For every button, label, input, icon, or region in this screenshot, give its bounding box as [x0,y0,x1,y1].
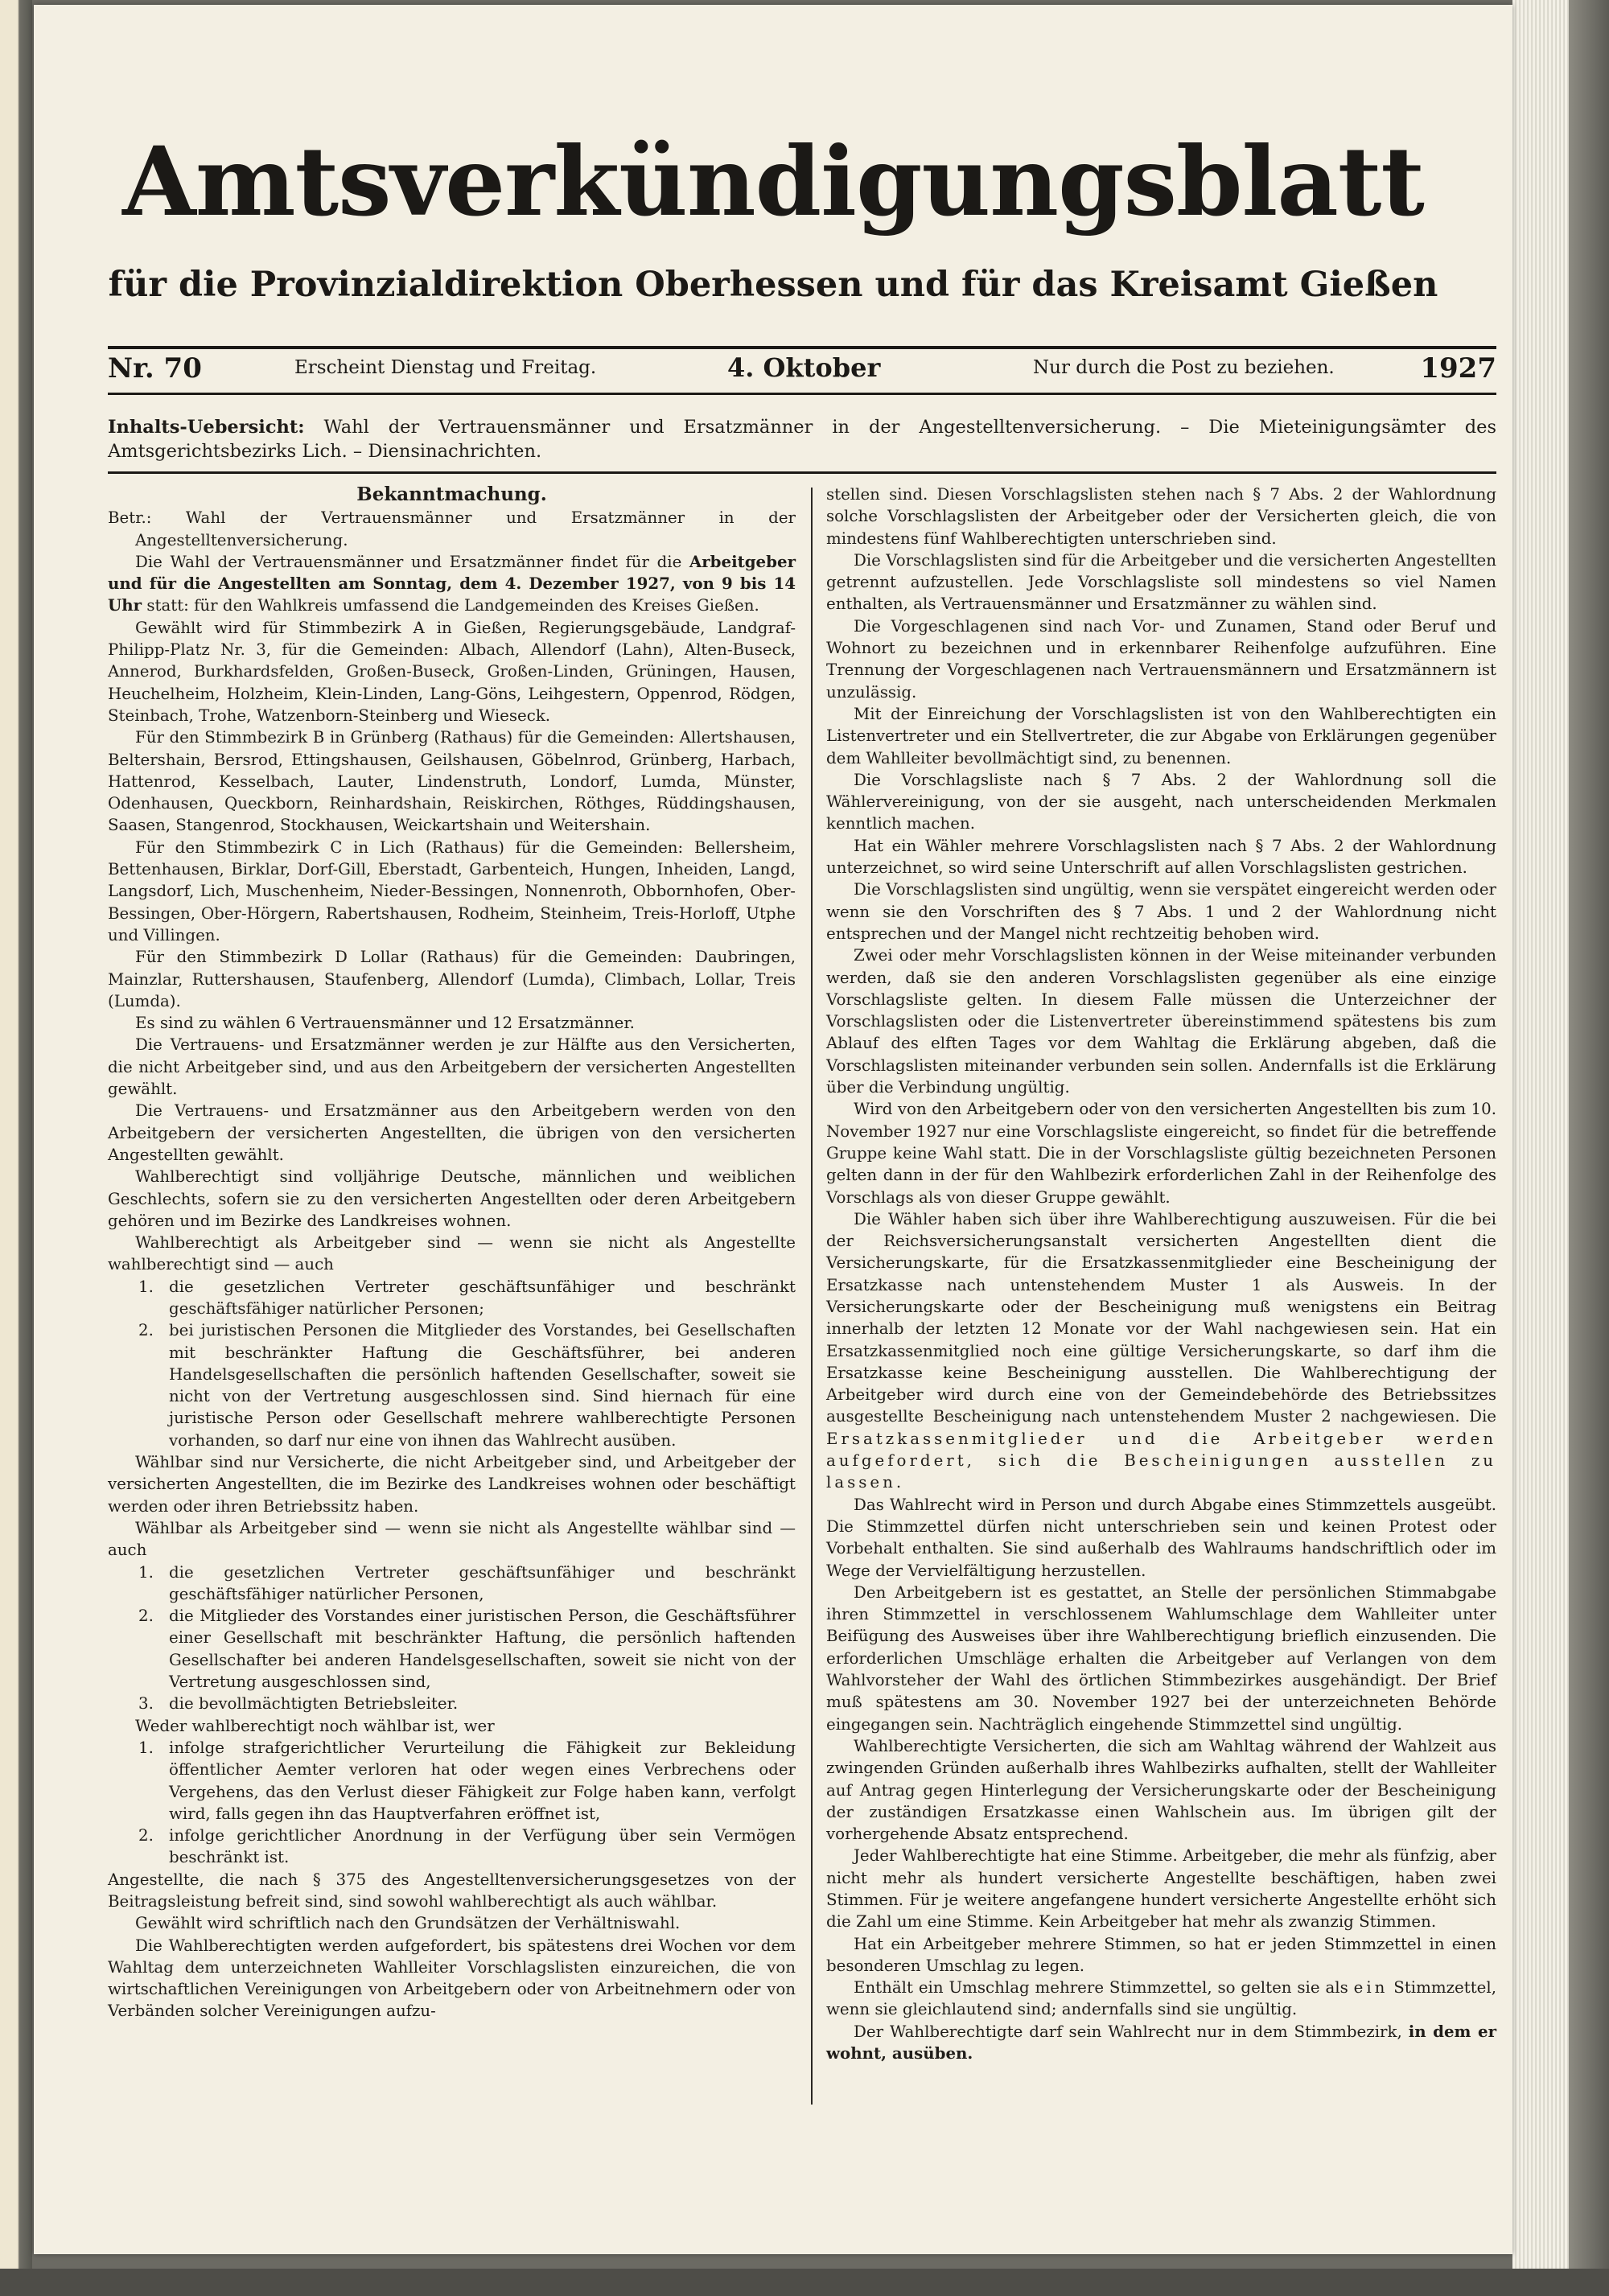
paragraph-district-d: Für den Stimmbezirk D Lollar (Rathaus) für die Gemeinden: Daubringen, Mainzlar, Ruttershausen, Staufenberg, Allendorf (Lumda), Climbach, Lollar, Treis (Lumda). [108,948,796,1010]
publication-days: Erscheint Dienstag und Freitag. [294,357,597,378]
paragraph-envelope: Hat ein Arbeitgeber mehrere Stimmen, so hat er jeden Stimmzettel in einen besonderen Umschlag zu legen. [826,1934,1496,1975]
masthead-rule-bottom [108,393,1496,395]
notice-subject: Betr.: Wahl der Vertrauensmänner und Ersatzmänner in der Angestelltenversicherung. [108,508,796,549]
masthead-title: Amtsverkündigungsblatt [122,125,1424,237]
scanner-bed [0,2269,1609,2296]
list-item: 3. die bevollmächtigten Betriebsleiter. [138,1694,459,1714]
employer-voters-list [108,1276,796,1451]
paragraph-principles: Gewählt wird schriftlich nach den Grundsätzen der Verhältniswahl. [135,1914,681,1933]
neither-list [108,1737,796,1869]
list-item: 1. infolge strafgerichtlicher Verurteilung die Fähigkeit zur Bekleidung öffentlicher Aemter verloren hat oder wegen eines Verbrechens oder Vergehens, das den Verlust dieser Fähigkeit zur Folge haben kann, verfolgt wird, falls gegen ihn das Hauptverfahren eröffnet ist, [138,1738,796,1823]
paragraph-in-person: Das Wahlrecht wird in Person und durch Abgabe eines Stimmzettels ausgeübt. Die Stimmzettel dürfen nicht unterschrieben sein und keinen Protest oder Vorbehalt enthalten. Sie sind außerhalb des Wahlraums handschriftlich oder im Wege der Vervielfältigung herzustellen. [826,1495,1496,1580]
employer-electable-list [108,1562,796,1715]
column-divider [811,488,813,2105]
paragraph-lists-separate: Die Vorschlagslisten sind für die Arbeitgeber und die versicherten Angestellten getrennt aufzustellen. Jede Vorschlagsliste soll mindestens so viel Namen enthalten, als Vertrauensmänner und Ersatzmänner zu wählen sind. [826,550,1496,614]
paragraph-representative: Mit der Einreichung der Vorschlagslisten ist von den Wahlberechtigten ein Listenvertreter und ein Stellvertreter, die zur Abgabe von Erklärungen gegenüber dem Wahlleiter bevollmächtigt sind, zu benennen. [826,704,1496,767]
paragraph-absent: Wahlberechtigte Versicherten, die sich am Wahltag während der Wahlzeit aus zwingenden Gründen außerhalb ihres Wahlbezirks aufhalten, stellt der Wahlleiter auf Antrag gegen Hinterlegung der Versicherungskarte oder der Bescheinigung der zuständigen Ersatzkasse einen Wahlschein aus. Im übrigen gilt der vorhergehende Absatz entsprechend. [826,1736,1496,1844]
paragraph-combined: Zwei oder mehr Vorschlagslisten können in der Weise miteinander verbunden werden, daß sie den anderen Vorschlagslisten gegenüber als eine einzige Vorschlagsliste gelten. In diesem Falle müssen die Unterzeichner der Vorschlagslisten oder die Listenvertreter übereinstimmend spätestens bis zum Ablauf des elften Tages vor dem Wahltag die Erklärung abgeben, daß die Vorschlagslisten miteinander verbunden sein sollen. Andernfalls ist die Erklärung über die Verbindung ungültig. [826,946,1496,1097]
newspaper-page [34,5,1512,2254]
list-item: 2. die Mitglieder des Vorstandes einer juristischen Person, die Geschäftsführer einer Gesellschaft mit beschränkter Haftung, die persönlich haftenden Gesellschafter bei anderen Handelsgesellschaften, soweit sie nicht von der Vertretung ausgeschlossen sind, [138,1607,796,1692]
column-left [108,483,796,2022]
page-stack-edge [1512,0,1609,2296]
paragraph-district-c: Für den Stimmbezirk C in Lich (Rathaus) für die Gemeinden: Bellersheim, Bettenhausen, Birklar, Dorf-Gill, Eberstadt, Garbenteich, Hungen, Inheiden, Langd, Langsdorf, Lich, Muschenheim, Nieder-Bessingen, Nonnenroth, Obbornhofen, Ober-Bessingen, Ober-Hörgern, Rabertshausen, Rodheim, Steinheim, Treis-Horloff, Utphe und Villingen. [108,837,796,944]
notice-heading: Bekanntmachung. [356,483,547,505]
contents-rule [108,471,1496,474]
paragraph-employer-electable: Wählbar als Arbeitgeber sind — wenn sie nicht als Angestellte wählbar sind — auch [108,1518,796,1560]
identification-spaced: Ersatzkassenmitglieder und die Arbeitgeber werden aufgefordert, sich die Bescheinigungen ausstellen zu lassen. [826,1429,1496,1492]
table-of-contents [108,415,1496,463]
issue-number: Nr. 70 [108,352,202,385]
paragraph-elected-by: Die Vertrauens- und Ersatzmänner aus den Arbeitgebern werden von den Arbeitgebern der versicherten Angestellten, die übrigen von den versicherten Angestellten gewählt. [108,1101,796,1164]
postal-note: Nur durch die Post zu beziehen. [1033,357,1335,378]
column-right [826,483,1496,2064]
paragraph-electable: Wählbar sind nur Versicherte, die nicht Arbeitgeber sind, und Arbeitgeber der versicherten Angestellten, die im Bezirke des Landkreises wohnen oder beschäftigt werden oder ihren Betriebssitz haben. [108,1453,796,1516]
issue-date: 4. Oktober [727,352,881,383]
paragraph-identification [826,1208,1496,1494]
intro-lead: Die Wahl der Vertrauensmänner und Ersatzmänner findet für die [135,552,682,571]
list-item: 1. die gesetzlichen Vertreter geschäftsunfähiger und beschränkt geschäftsfähiger natürlicher Personen, [138,1562,796,1603]
list-item: 2. infolge gerichtlicher Anordnung in der Verfügung über sein Vermögen beschränkt ist. [138,1826,796,1867]
paragraph-neither: Weder wahlberechtigt noch wählbar ist, wer [135,1716,495,1735]
paragraph-half: Die Vertrauens- und Ersatzmänner werden je zur Hälfte aus den Versicherten, die nicht Arbeitgeber sind, und aus den Arbeitgebern der versicherten Angestellten gewählt. [108,1035,796,1099]
intro-date: Arbeitgeber und für die Angestellten am Sonntag, dem 4. Dezember 1927, von 9 bis 14 Uhr [108,551,796,615]
adjacent-page-edge [0,0,32,2296]
paragraph-call-left: Die Wahlberechtigten werden aufgefordert, bis spätestens drei Wochen vor dem Wahltag dem unterzeichneten Wahlleiter Vorschlagslisten einzureichen, die von wirtschaftlichen Vereinigungen von Arbeitgebern oder von Arbeitnehmern oder von Verbänden solcher Vereinigungen aufzu- [108,1936,796,2021]
paragraph-invalid: Die Vorschlagslisten sind ungültig, wenn sie verspätet eingereicht werden oder wenn sie den Vorschriften des § 7 Abs. 1 und 2 der Wahlordnung nicht entsprechen und der Mangel nicht rechtzeitig behoben wird. [826,880,1496,943]
paragraph-envelope-multiple: Enthält ein Umschlag mehrere Stimmzettel, so gelten sie als ein Stimmzettel, wenn sie gleichlautend sind; andernfalls sind sie ungültig. [826,1978,1496,2019]
paragraph-count: Es sind zu wählen 6 Vertrauensmänner und 12 Ersatzmänner. [135,1014,635,1033]
issue-info-row [108,352,1496,388]
paragraph-employer-mail: Den Arbeitgebern ist es gestattet, an Stelle der persönlichen Stimmabgabe ihren Stimmzettel in verschlossenem Wahlumschlage dem Wahlleiter unter Beifügung des Ausweises über ihre Wahlberechtigung brieflich einzusenden. Die erforderlichen Umschläge erhalten die Arbeitgeber auf Verlangen von dem Wahlvorsteher der Wahl des örtlichen Stimmbezirkes ausgehändigt. Der Brief muß spätestens am 30. November 1927 bei der unterzeichneten Behörde eingegangen sein. Nachträglich eingehende Stimmzettel sind ungültig. [826,1582,1496,1734]
paragraph-section-375: Angestellte, die nach § 375 des Angestelltenversicherungsgesetzes von der Beitragsleistung befreit sind, sind sowohl wahlberechtigt als auch wählbar. [108,1870,796,1911]
paragraph-employer-voters: Wahlberechtigt als Arbeitgeber sind — wenn sie nicht als Angestellte wahlberechtigt sind — auch [108,1233,796,1274]
paragraph-district-b: Für den Stimmbezirk B in Grünberg (Rathaus) für die Gemeinden: Allertshausen, Beltershain, Bersrod, Ettingshausen, Geilshausen, Göbelnrod, Grünberg, Harbach, Hattenrod, Kesselbach, Lauter, Lindenstruth, Londorf, Lumda, Münster, Odenhausen, Queckborn, Reinhardshain, Reiskirchen, Röthges, Rüddingshausen, Saasen, Stangenrod, Stockhausen, Weickartshain und Weitershain. [108,728,796,835]
contents-label: Inhalts-Uebersicht: [108,417,305,438]
paragraph-names: Die Vorgeschlagenen sind nach Vor- und Zunamen, Stand oder Beruf und Wohnort zu bezeichnen und in erkennbarer Reihenfolge aufzuführen. Eine Trennung der Vorgeschlagenen nach Vertrauensmännern und Ersatzmännern ist unzulässig. [826,616,1496,702]
masthead-rule-top [108,346,1496,349]
issue-year: 1927 [1420,352,1496,385]
paragraph-call-right: stellen sind. Diesen Vorschlagslisten stehen nach § 7 Abs. 2 der Wahlordnung solche Vorschlagslisten der Arbeitgeber oder der Versicherten gleich, die von mindestens fünf Wahlberechtigten unterschrieben sind. [826,485,1496,548]
paragraph-marks: Die Vorschlagsliste nach § 7 Abs. 2 der Wahlordnung soll die Wählervereinigung, von der sie ausgeht, nach unterscheidenden Merkmalen kenntlich machen. [826,770,1496,833]
paragraph-residence: Der Wahlberechtigte darf sein Wahlrecht nur in dem Stimmbezirk, in dem er wohnt, ausüben. [826,2021,1496,2064]
paragraph-multiple-signed: Hat ein Wähler mehrere Vorschlagslisten nach § 7 Abs. 2 der Wahlordnung unterzeichnet, so wird seine Unterschrift auf allen Vorschlagslisten gestrichen. [826,836,1496,878]
identification-text: Die Wähler haben sich über ihre Wahlberechtigung auszuweisen. Für die bei der Reichsversicherungsanstalt versicherten Angestellten dient die Versicherungskarte, für die Ersatzkassenmitglieder eine Bescheinigung der Ersatzkasse nach untenstehendem Muster 1 als Ausweis. In der Versicherungskarte oder der Bescheinigung muß wenigstens ein Beitrag innerhalb der letzten 12 Monate vor der Wahl nachgewiesen sein. Hat ein Ersatzkassenmitglied noch eine gültige Versicherungskarte, so darf ihm die Ersatzkasse keine Bescheinigung ausstellen. Die Wahlberechtigung der Arbeitgeber wird durch eine von der Gemeindebehörde des Betriebssitzes ausgestellte Bescheinigung nach untenstehendem Muster 2 nachgewiesen. Die [826,1209,1496,1426]
paragraph-intro [108,551,796,617]
paragraph-district-a: Gewählt wird für Stimmbezirk A in Gießen, Regierungsgebäude, Landgraf-Philipp-Platz Nr. 3, für die Gemeinden: Albach, Allendorf (Lahn), Alten-Buseck, Annerod, Burkhardsfelden, Großen-Buseck, Großen-Linden, Grüningen, Hausen, Heuchelheim, Holzheim, Klein-Linden, Lang-Göns, Leihgestern, Oppenrod, Rödgen, Steinbach, Trohe, Watzenborn-Steinberg und Wieseck. [108,618,796,725]
contents-text: Wahl der Vertrauensmänner und Ersatzmänner in der Angestelltenversicherung. – Die Mieteinigungsämter des Amtsgerichtsbezirks Lich. – Diensinachrichten. [108,417,1496,462]
intro-tail: statt: für den Wahlkreis umfassend die Landgemeinden des Kreises Gießen. [146,596,759,615]
masthead-subtitle: für die Provinzialdirektion Oberhessen und für das Kreisamt Gießen [108,265,1438,305]
paragraph-eligible: Wahlberechtigt sind volljährige Deutsche, männlichen und weiblichen Geschlechts, sofern sie zu den versicherten Angestellten oder deren Arbeitgebern gehören und im Bezirke des Landkreises wohnen. [108,1167,796,1230]
paragraph-single-list: Wird von den Arbeitgebern oder von den versicherten Angestellten bis zum 10. November 1927 nur eine Vorschlagsliste eingereicht, so findet für die betreffende Gruppe keine Wahl statt. Die in der Vorschlagsliste gültig bezeichneten Personen gelten dann in der für den Wahlbezirk erforderlichen Zahl in der Reihenfolge des Vorschlags als von dieser Gruppe gewählt. [826,1100,1496,1207]
paragraph-votes: Jeder Wahlberechtigte hat eine Stimme. Arbeitgeber, die mehr als fünfzig, aber nicht mehr als hundert versicherte Angestellte beschäftigen, haben zwei Stimmen. Für je weitere angefangene hundert versicherte Angestellte erhöht sich die Zahl um eine Stimme. Kein Arbeitgeber hat mehr als zwanzig Stimmen. [826,1846,1496,1932]
list-item: 1. die gesetzlichen Vertreter geschäftsunfähiger und beschränkt geschäftsfähiger natürlicher Personen; [138,1277,796,1318]
list-item: 2. bei juristischen Personen die Mitglieder des Vorstandes, bei Gesellschaften mit beschränkter Haftung die Geschäftsführer, bei anderen Handelsgesellschaften die persönlich haftenden Gesellschafter, soweit sie nicht von der Vertretung ausgeschlossen sind. Sind hiernach für eine juristische Person oder Gesellschaft mehrere wahlberechtigte Personen vorhanden, so darf nur eine von ihnen das Wahlrecht ausüben. [138,1321,796,1450]
